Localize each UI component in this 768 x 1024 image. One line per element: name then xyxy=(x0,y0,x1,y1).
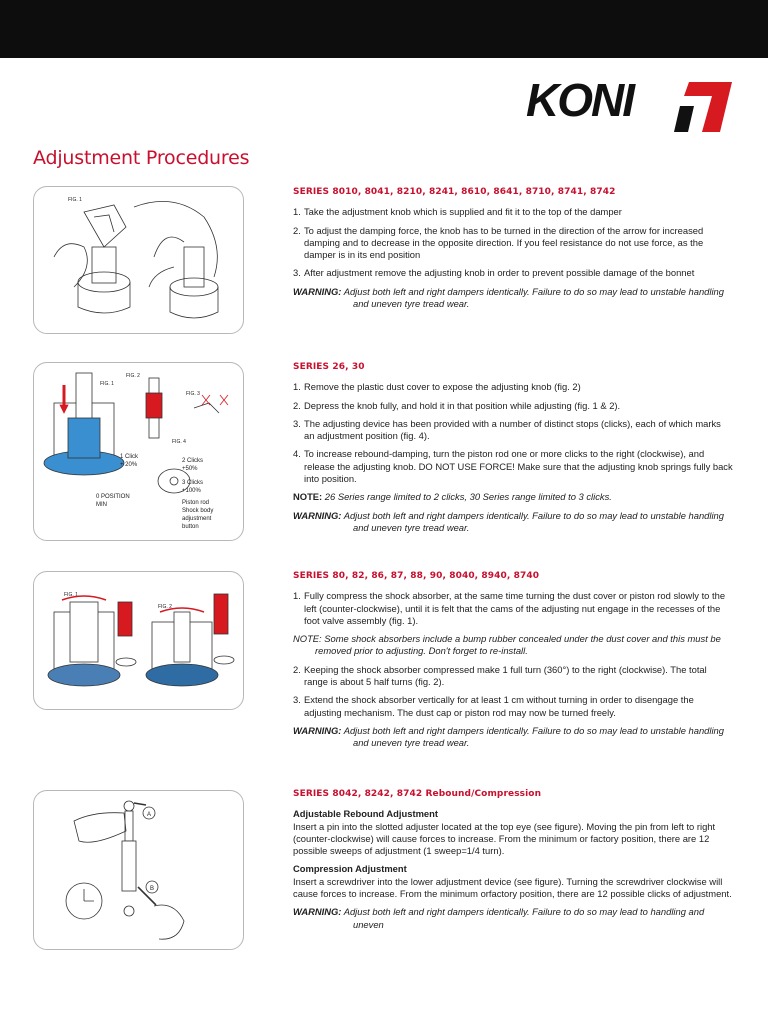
callout-b: B xyxy=(150,886,155,892)
fig-label: FIG. 2 xyxy=(126,373,140,379)
step-text: Fully compress the shock absorber, at the same time turning the dust cover or piston rod slowly to the left (counter-clockwise), until it is felt that the cams of the adjusting nut engage in the recesses of the foot valve assembly (fig. 1). xyxy=(304,590,726,626)
step-2: 2. Keeping the shock absorber compressed make 1 full turn (360°) to the right (clockwise). The total range is about 5 half turns (fig. 2). xyxy=(293,663,707,688)
click-label: 2 Clicks xyxy=(182,458,204,464)
min-label: MIN xyxy=(96,502,107,508)
fig-label: FIG. 2 xyxy=(158,604,172,610)
note-label: NOTE: xyxy=(293,633,322,645)
warning xyxy=(293,286,733,311)
header-bar xyxy=(0,0,768,58)
rebound-compression-illustration xyxy=(34,791,243,949)
click-label: +100% xyxy=(182,488,201,494)
step-2: 2. Depress the knob fully, and hold it in that position while adjusting (fig. 1 & 2). xyxy=(293,399,621,411)
legend-label: Shock body xyxy=(182,508,214,514)
figure-series-26-30 xyxy=(33,362,244,541)
step-text: Keeping the shock absorber compressed make 1 full turn (360°) to the right (clockwise). The total range is about 5 half turns (fig. 2). xyxy=(304,663,707,688)
click-label: 1 Click xyxy=(120,454,139,460)
koni-logo xyxy=(524,72,734,136)
step-text: Depress the knob fully, and hold it in that position while adjusting (fig. 1 & 2). xyxy=(304,399,621,411)
figure-series-8042 xyxy=(33,790,244,950)
step-text: To increase rebound-damping, turn the piston rod one or more clicks to the right (clockwise), and release the adjusting knob. DO NOT USE FORCE! Make sure that the adjusting knob springs fully back into position. xyxy=(304,448,733,485)
section-series-8042 xyxy=(293,788,733,937)
subhead-compression: Compression Adjustment xyxy=(293,863,407,875)
note xyxy=(293,633,733,658)
zero-position-label: 0 POSITION xyxy=(96,494,130,500)
step-1: 1. Fully compress the shock absorber, at the same time turning the dust cover or piston rod slowly to the left (counter-clockwise), until it is felt that the cams of the adjusting nut engage in the recesses of the foot valve assembly (fig. 1). xyxy=(293,590,726,626)
click-label: +50% xyxy=(182,466,198,472)
paragraph-rebound: Insert a pin into the slotted adjuster located at the top eye (see figure). Moving the pin from left to right (counter-clockwise) will cause forces to increase. From the minimum or factory position, there are 12 possible sweeps of adjustment (1 sweep=1/4 turn). xyxy=(293,820,716,857)
warning-label: WARNING: xyxy=(293,509,342,521)
fig-label: FIG. 1 xyxy=(64,592,78,598)
warning-label: WARNING: xyxy=(293,724,342,736)
step-text: Take the adjustment knob which is supplied and fit it to the top of the damper xyxy=(304,206,622,218)
warning xyxy=(293,725,733,750)
step-3: 3. The adjusting device has been provided with a number of distinct stops (clicks), each of which marks an adjustment position (fig. 4). xyxy=(293,417,721,442)
step-4: 4. To increase rebound-damping, turn the piston rod one or more clicks to the right (clockwise), and release the adjusting knob. DO NOT USE FORCE! Make sure that the adjusting knob springs fully back into position. xyxy=(293,448,733,485)
fig-label: FIG. 4 xyxy=(172,439,186,445)
step-text: After adjustment remove the adjusting knob in order to prevent possible damage of the bonnet xyxy=(304,267,695,279)
step-3: 3. After adjustment remove the adjusting knob in order to prevent possible damage of the bonnet xyxy=(293,267,695,279)
warning-label: WARNING: xyxy=(293,285,342,297)
step-2: 2. To adjust the damping force, the knob has to be turned in the direction of the arrow for increased damping and to decrease in the opposite direction. If you feel resistance do not use force, as the damper is in its end position xyxy=(293,224,704,261)
section-title: SERIES 8010, 8041, 8210, 8241, 8610, 8641, 8710, 8741, 8742 xyxy=(293,187,616,197)
click-label: 3 Clicks xyxy=(182,480,204,486)
figure-series-80 xyxy=(33,571,244,710)
koni-logo-text: KONI xyxy=(526,74,633,126)
step-text: To adjust the damping force, the knob has to be turned in the direction of the arrow for increased damping and to decrease in the opposite direction. If you feel resistance do not use force, as the damper is in its end position xyxy=(304,224,704,261)
fig-label: FIG. 1 xyxy=(100,381,114,387)
page-title: Adjustment Procedures xyxy=(33,147,250,169)
section-title: SERIES 26, 30 xyxy=(293,362,365,372)
click-label: + 20% xyxy=(120,462,138,468)
section-series-26-30 xyxy=(293,361,733,540)
paragraph-compression: Insert a screwdriver into the lower adjustment device (see figure). Turning the screwdriver clockwise will cause forces to increase. From the minimum orfactory position, there are 12 possible clicks of adjustment. xyxy=(293,875,732,900)
figure-series-8010 xyxy=(33,186,244,334)
warning-text: Adjust both left and right dampers identically. Failure to do so may lead to unstable handling and uneven tyre tread wear. xyxy=(343,285,724,310)
callout-a: A xyxy=(147,812,152,818)
koni-logo-mark xyxy=(524,72,734,136)
warning-text: Adjust both left and right dampers identically. Failure to do so may lead to handling and uneven xyxy=(343,906,705,930)
warning-text: Adjust both left and right dampers identically. Failure to do so may lead to unstable handling and uneven tyre tread wear. xyxy=(343,509,724,533)
step-3: 3. Extend the shock absorber vertically for at least 1 cm without turning in order to disengage the adjusting mechanism. The dust cap or piston rod may now be turned freely. xyxy=(293,694,694,718)
section-series-80 xyxy=(293,570,733,756)
compress-turn-illustration xyxy=(34,572,243,709)
note-text: Some shock absorbers include a bump rubber concealed under the dust cover and this must be removed prior to adjusting. Don't forget to re-install. xyxy=(315,633,721,657)
step-text: Remove the plastic dust cover to expose the adjusting knob (fig. 2) xyxy=(304,381,581,393)
click-adjustment-illustration xyxy=(34,363,243,540)
note-text: 26 Series range limited to 2 clicks, 30 Series range limited to 3 clicks. xyxy=(324,491,612,503)
warning xyxy=(293,510,733,535)
step-text: Extend the shock absorber vertically for at least 1 cm without turning in order to disengage the adjusting mechanism. The dust cap or piston rod may now be turned freely. xyxy=(304,694,694,718)
legend-label: button xyxy=(182,524,199,530)
adjustment-knob-illustration xyxy=(34,187,243,333)
figure-label: FIG. 1 xyxy=(68,197,82,203)
note-label: NOTE: xyxy=(293,491,323,503)
subhead-rebound: Adjustable Rebound Adjustment xyxy=(293,808,438,820)
step-1: 1. Take the adjustment knob which is supplied and fit it to the top of the damper xyxy=(293,206,622,218)
step-1: 1. Remove the plastic dust cover to expose the adjusting knob (fig. 2) xyxy=(293,381,581,393)
step-text: The adjusting device has been provided with a number of distinct stops (clicks), each of which marks an adjustment position (fig. 4). xyxy=(304,417,721,442)
section-series-8010 xyxy=(293,186,733,316)
warning xyxy=(293,906,733,931)
legend-label: Piston rod xyxy=(182,500,210,506)
warning-label: WARNING: xyxy=(293,906,342,918)
warning-text: Adjust both left and right dampers identically. Failure to do so may lead to unstable handling and uneven tyre tread wear. xyxy=(343,724,724,749)
fig-label: FIG. 3 xyxy=(186,391,200,397)
section-title: SERIES 8042, 8242, 8742 Rebound/Compression xyxy=(293,789,542,799)
note xyxy=(293,491,733,503)
section-title: SERIES 80, 82, 86, 87, 88, 90, 8040, 8940, 8740 xyxy=(293,571,540,581)
legend-label: adjustment xyxy=(182,516,212,522)
